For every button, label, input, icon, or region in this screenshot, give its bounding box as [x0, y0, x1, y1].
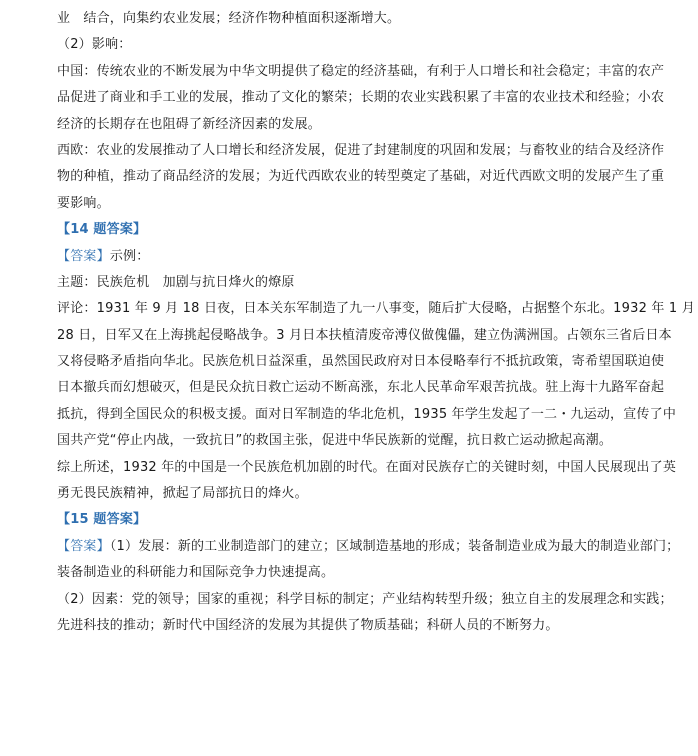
- text-line: 装备制造业的科研能力和国际竞争力快速提高。: [57, 565, 335, 581]
- document-page: [57, 6, 695, 639]
- text-line: 抵抗，得到全国民众的积极支援。面对日军制造的华北危机，1935 年学生发起了一二・九运动，宣传了中: [57, 406, 677, 422]
- text-line: 先进科技的推动；新时代中国经济的发展为其提供了物质基础；科研人员的不断努力。: [57, 617, 559, 633]
- text-line: （2）因素：党的领导；国家的重视；科学目标的制定；产业结构转型升级；独立自主的发展理念和实践；: [57, 591, 673, 607]
- text-line: 主题：民族危机 加剧与抗日烽火的燎原: [57, 274, 295, 290]
- text-line: 品促进了商业和手工业的发展，推动了文化的繁荣；长期的农业实践积累了丰富的农业技术和经验；小农: [57, 90, 665, 106]
- text-line: 经济的长期存在也阻碍了新经济因素的发展。: [57, 116, 322, 132]
- text-line: 业 结合，向集约农业发展；经济作物种植面积逐渐增大。: [57, 11, 401, 26]
- answer-text: 示例：: [109, 248, 150, 264]
- question-14-heading: 【14 题答案】: [57, 222, 147, 238]
- text-line: 日本撤兵而幻想破灭，但是民众抗日救亡运动不断高涨，东北人民革命军艰苦抗战。驻上海十九路军奋起: [57, 380, 665, 396]
- text-line: 又将侵略矛盾指向华北。民族危机日益深重，虽然国民政府对日本侵略奉行不抵抗政策，寄希望国联迫使: [57, 354, 665, 370]
- answer-label: 【答案】: [57, 248, 110, 264]
- text-line: 国共产党“停止内战，一致抗日”的救国主张，促进中华民族新的觉醒，抗日救亡运动掀起高潮。: [57, 433, 613, 449]
- text-line: 中国：传统农业的不断发展为中华文明提供了稳定的经济基础，有利于人口增长和社会稳定；丰富的农产: [57, 63, 665, 79]
- text-line: 综上所述，1932 年的中国是一个民族危机加剧的时代。在面对民族存亡的关键时刻，中国人民展现出了英: [57, 459, 677, 475]
- question-15-heading: 【15 题答案】: [57, 512, 147, 528]
- text-line: 28 日，日军又在上海挑起侵略战争。3 月日本扶植清废帝溥仪做傀儡，建立伪满洲国。占领东三省后日本: [57, 327, 672, 343]
- text-line: 勇无畏民族精神，掀起了局部抗日的烽火。: [57, 486, 308, 502]
- answer-line: [57, 534, 687, 560]
- text-line: 西欧：农业的发展推动了人口增长和经济发展，促进了封建制度的巩固和发展；与畜牧业的结合及经济作: [57, 142, 665, 158]
- answer-label: 【答案】: [57, 538, 110, 554]
- answer-text: （1）发展：新的工业制造部门的建立；区域制造基地的形成；装备制造业成为最大的制造业部门；: [109, 538, 680, 554]
- text-line: 评论：1931 年 9 月 18 日夜，日本关东军制造了九一八事变，随后扩大侵略，占据整个东北。1932 年 1 月: [57, 301, 695, 317]
- text-line: （2）影响：: [57, 37, 132, 53]
- answer-line: [57, 244, 687, 270]
- text-line: 物的种植，推动了商品经济的发展；为近代西欧农业的转型奠定了基础，对近代西欧文明的发展产生了重: [57, 169, 665, 185]
- text-line: 要影响。: [57, 195, 110, 211]
